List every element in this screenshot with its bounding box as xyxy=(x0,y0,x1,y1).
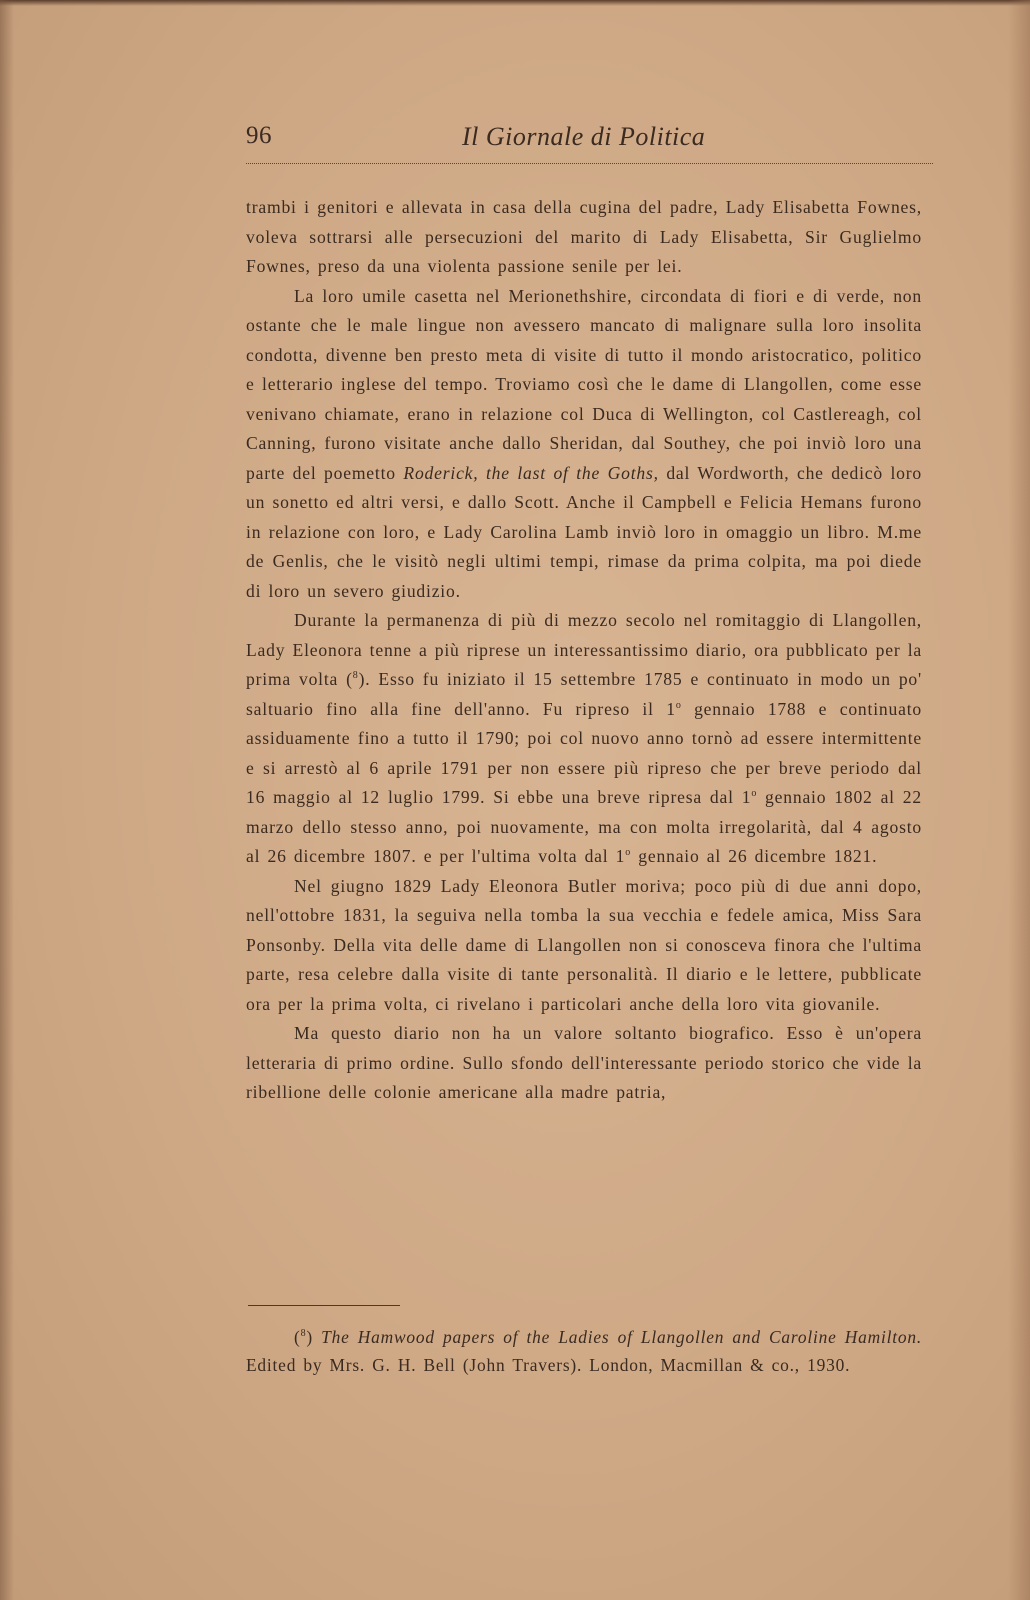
paragraph-3-text-c: gennaio 1788 e continuato assiduamente fino a tutto il 1790; poi col nuovo anno tornò ad essere intermittente e si arrestò al 6 aprile 1791 per non essere più ripreso che per breve periodo dal 16 maggio al 12 luglio 1799. Si ebbe una breve ripresa dal 1 xyxy=(246,698,922,807)
page-number: 96 xyxy=(246,122,272,149)
page-header xyxy=(246,122,933,162)
paragraph-3-text-e: gennaio al 26 dicembre 1821. xyxy=(631,846,878,866)
paragraph-2 xyxy=(246,282,922,607)
footnote-close-paren: ) xyxy=(306,1327,322,1347)
body-text xyxy=(246,193,922,1108)
paragraph-3 xyxy=(246,606,922,872)
paragraph-2-text: La loro umile casetta nel Merionethshire, circondata di fiori e di verde, non ostante che le male lingue non avessero mancato di malignare sulla loro insolita condotta, divenne ben presto meta di visite di tutto il mondo aristocratico, politico e letterario inglese del tempo. Troviamo così che le dame di Llangollen, come esse venivano chiamate, erano in relazione col Duca di Wellington, col Castlereagh, col Canning, furono visitate anche dallo Sheridan, dal Southey, che poi inviò loro una parte del poemetto xyxy=(246,285,922,483)
ordinal-mark: o xyxy=(625,847,632,859)
paragraph-5-text: Ma questo diario non ha un valore soltanto biografico. Esso è un'opera letteraria di primo ordine. Sullo sfondo dell'interessante periodo storico che vide la ribellione delle colonie americane alla madre patria, xyxy=(246,1023,922,1102)
footnote-book-title: The Hamwood papers of the Ladies of Llangollen and Caroline Hamilton. xyxy=(321,1327,922,1347)
footnote-citation: Edited by Mrs. G. H. Bell (John Travers). London, Macmillan & co., 1930. xyxy=(246,1355,851,1375)
footnote-rule xyxy=(248,1305,400,1306)
paragraph-3-text-d: gennaio 1802 al 22 marzo dello stesso anno, poi nuovamente, ma con molta irregolarità, dal 4 agosto al 26 dicembre 1807. e per l'ultima volta dal 1 xyxy=(246,787,922,866)
footnote-marker: 8 xyxy=(300,1328,307,1340)
paragraph-4 xyxy=(246,872,922,1020)
page-top-shadow xyxy=(0,0,1030,6)
ordinal-mark: o xyxy=(751,788,758,800)
paragraph-3-text-b: ). Esso fu iniziato il 15 settembre 1785 e continuato in modo un po' saltuario fino alla fine dell'anno. Fu ripreso il 1 xyxy=(246,669,922,719)
paragraph-5 xyxy=(246,1019,922,1108)
paragraph-1 xyxy=(246,193,922,282)
footnote-reference: 8 xyxy=(352,670,359,682)
page-left-shadow xyxy=(0,0,14,1600)
paragraph-3-text-a: Durante la permanenza di più di mezzo secolo nel romitaggio di Llangollen, Lady Eleonora tenne a più riprese un interessantissimo diario, ora pubblicato per la prima volta ( xyxy=(246,610,923,689)
header-dotted-rule xyxy=(246,163,933,164)
footnote xyxy=(246,1323,922,1379)
paragraph-2-rest: dal Wordworth, che dedicò loro un sonetto ed altri versi, e dallo Scott. Anche il Campbell e Felicia Hemans furono in relazione con loro, e Lady Carolina Lamb inviò loro in omaggio un libro. M.me de Genlis, che le visitò negli ultimi tempi, rimase da prima colpita, ma poi diede di loro un severo giudizio. xyxy=(246,462,922,601)
paragraph-4-text: Nel giugno 1829 Lady Eleonora Butler moriva; poco più di due anni dopo, nell'ottobre 1831, la seguiva nella tomba la sua vecchia e fedele amica, Miss Sara Ponsonby. Della vita delle dame di Llangollen non si conosceva finora che l'ultima parte, resa celebre dalla visite di tante personalità. Il diario e le lettere, pubblicate ora per la prima volta, ci rivelano i particolari anche della loro vita giovanile. xyxy=(246,875,922,1014)
ordinal-mark: o xyxy=(675,699,682,711)
poem-title: Roderick, the last of the Goths, xyxy=(403,462,659,483)
paragraph-1-text: trambi i genitori e allevata in casa della cugina del padre, Lady Elisabetta Fownes, voleva sottrarsi alle persecuzioni del marito di Lady Elisabetta, Sir Guglielmo Fownes, preso da una violenta passione senile per lei. xyxy=(246,197,922,276)
page-right-shadow xyxy=(1008,0,1030,1600)
footnote-open-paren: ( xyxy=(294,1327,301,1347)
running-title: Il Giornale di Politica xyxy=(462,122,706,151)
